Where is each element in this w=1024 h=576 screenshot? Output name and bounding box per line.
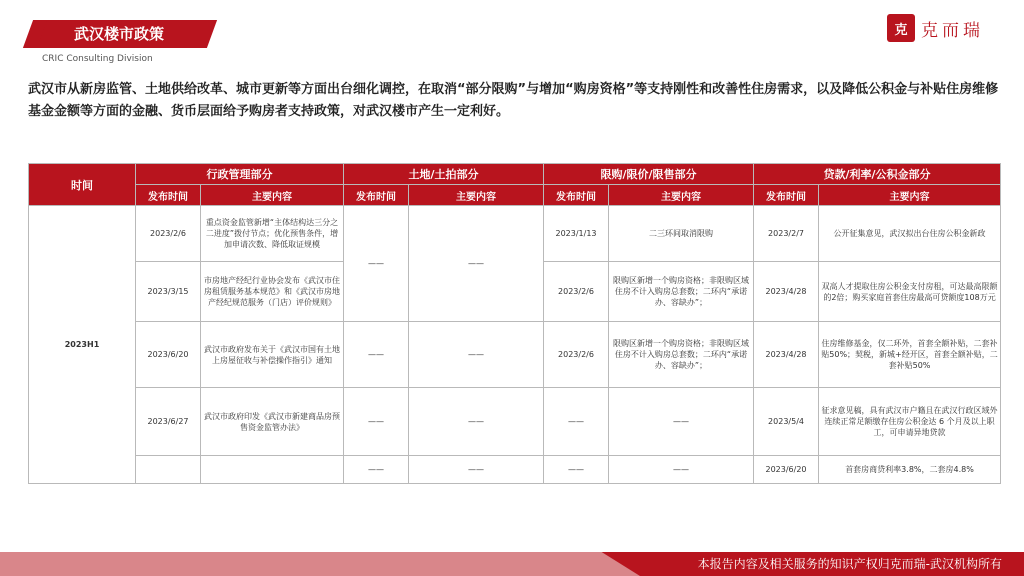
header-limit-content: 主要内容 <box>609 185 754 206</box>
footer-bar <box>0 552 1024 576</box>
table-row <box>29 206 1001 262</box>
limit-date-cell: —— <box>544 388 609 456</box>
land-date-cell: —— <box>344 322 409 388</box>
loan-content-cell: 首套房商贷利率3.8%，二套房4.8% <box>819 456 1001 484</box>
page-title: 武汉楼市政策 <box>74 25 165 43</box>
loan-date-cell: 2023/4/28 <box>754 322 819 388</box>
footer-copyright: 本报告内容及相关服务的知识产权归克而瑞-武汉机构所有 <box>697 557 1002 571</box>
admin-content-cell <box>201 456 344 484</box>
admin-content-cell: 重点资金监管新增“主体结构达三分之二进度”拨付节点；优化预售条件，增加申请次数、降低取证规模 <box>201 206 344 262</box>
limit-content-cell: 二三环间取消限购 <box>609 206 754 262</box>
loan-content-cell: 双高人才提取住房公积金支付房租，可达最高限额的2倍；购买家庭首套住房最高可贷额度108万元 <box>819 262 1001 322</box>
admin-content-cell: 市房地产经纪行业协会发布《武汉市住房租赁服务基本规范》和《武汉市房地产经纪规范服务（门店）评价规则》 <box>201 262 344 322</box>
header-limit-date: 发布时间 <box>544 185 609 206</box>
header-admin-content: 主要内容 <box>201 185 344 206</box>
limit-content-cell: —— <box>609 456 754 484</box>
limit-content-cell: 限购区新增一个购房资格；非限购区域住房不计入购房总套数；二环内“承诺办、容缺办”； <box>609 322 754 388</box>
table-row <box>29 388 1001 456</box>
loan-content-cell: 住房维修基金，仅二环外，首套全额补贴，二套补贴50%；契税，新城+经开区，首套全额补贴，二套补贴50% <box>819 322 1001 388</box>
loan-date-cell: 2023/5/4 <box>754 388 819 456</box>
loan-date-cell: 2023/6/20 <box>754 456 819 484</box>
header-row-groups <box>29 164 1001 185</box>
table-row <box>29 456 1001 484</box>
header-loan-date: 发布时间 <box>754 185 819 206</box>
header-loan-group: 贷款/利率/公积金部分 <box>754 164 1001 185</box>
limit-date-cell: 2023/2/6 <box>544 262 609 322</box>
table-row <box>29 322 1001 388</box>
header-time: 时间 <box>29 164 136 206</box>
land-content-cell: —— <box>409 456 544 484</box>
header-land-content: 主要内容 <box>409 185 544 206</box>
loan-content-cell: 征求意见稿，具有武汉市户籍且在武汉行政区域外连续正常足额缴存住房公积金达 6 个月及以上职工，可申请异地贷款 <box>819 388 1001 456</box>
limit-content-cell: —— <box>609 388 754 456</box>
limit-date-cell: 2023/1/13 <box>544 206 609 262</box>
limit-content-cell: 限购区新增一个购房资格；非限购区域住房不计入购房总套数；二环内“承诺办、容缺办”； <box>609 262 754 322</box>
admin-content-cell: 武汉市政府印发《武汉市新建商品房预售资金监管办法》 <box>201 388 344 456</box>
admin-date-cell <box>136 456 201 484</box>
land-date-cell: —— <box>344 456 409 484</box>
admin-date-cell: 2023/6/20 <box>136 322 201 388</box>
land-content-cell: —— <box>409 322 544 388</box>
land-date-cell: —— <box>344 388 409 456</box>
limit-date-cell: —— <box>544 456 609 484</box>
loan-content-cell: 公开征集意见，武汉拟出台住房公积金新政 <box>819 206 1001 262</box>
logo-text: 克而瑞 <box>921 20 984 41</box>
land-content-cell: —— <box>409 206 544 322</box>
period-cell: 2023H1 <box>29 206 136 484</box>
loan-date-cell: 2023/4/28 <box>754 262 819 322</box>
header-admin-group: 行政管理部分 <box>136 164 344 185</box>
header-loan-content: 主要内容 <box>819 185 1001 206</box>
land-date-cell: —— <box>344 206 409 322</box>
limit-date-cell: 2023/2/6 <box>544 322 609 388</box>
header-limit-group: 限购/限价/限售部分 <box>544 164 754 185</box>
division-subtitle: CRIC Consulting Division <box>42 54 153 64</box>
title-banner <box>28 20 208 48</box>
header-land-group: 土地/土拍部分 <box>344 164 544 185</box>
company-logo <box>887 14 984 42</box>
header-row-columns <box>29 185 1001 206</box>
footer-accent <box>0 552 640 576</box>
admin-content-cell: 武汉市政府发布关于《武汉市国有土地上房屋征收与补偿操作指引》通知 <box>201 322 344 388</box>
summary-paragraph: 武汉市从新房监管、土地供给改革、城市更新等方面出台细化调控，在取消“部分限购”与增加“购房资格”等支持刚性和改善性住房需求，以及降低公积金与补贴住房维修基金金额等方面的金融、货币层面给予购房者支持政策，对武汉楼市产生一定利好。 <box>28 82 999 119</box>
logo-mark: 克 <box>887 14 915 42</box>
admin-date-cell: 2023/3/15 <box>136 262 201 322</box>
land-content-cell: —— <box>409 388 544 456</box>
policy-table <box>28 163 1001 484</box>
header-land-date: 发布时间 <box>344 185 409 206</box>
loan-date-cell: 2023/2/7 <box>754 206 819 262</box>
header-admin-date: 发布时间 <box>136 185 201 206</box>
admin-date-cell: 2023/6/27 <box>136 388 201 456</box>
admin-date-cell: 2023/2/6 <box>136 206 201 262</box>
